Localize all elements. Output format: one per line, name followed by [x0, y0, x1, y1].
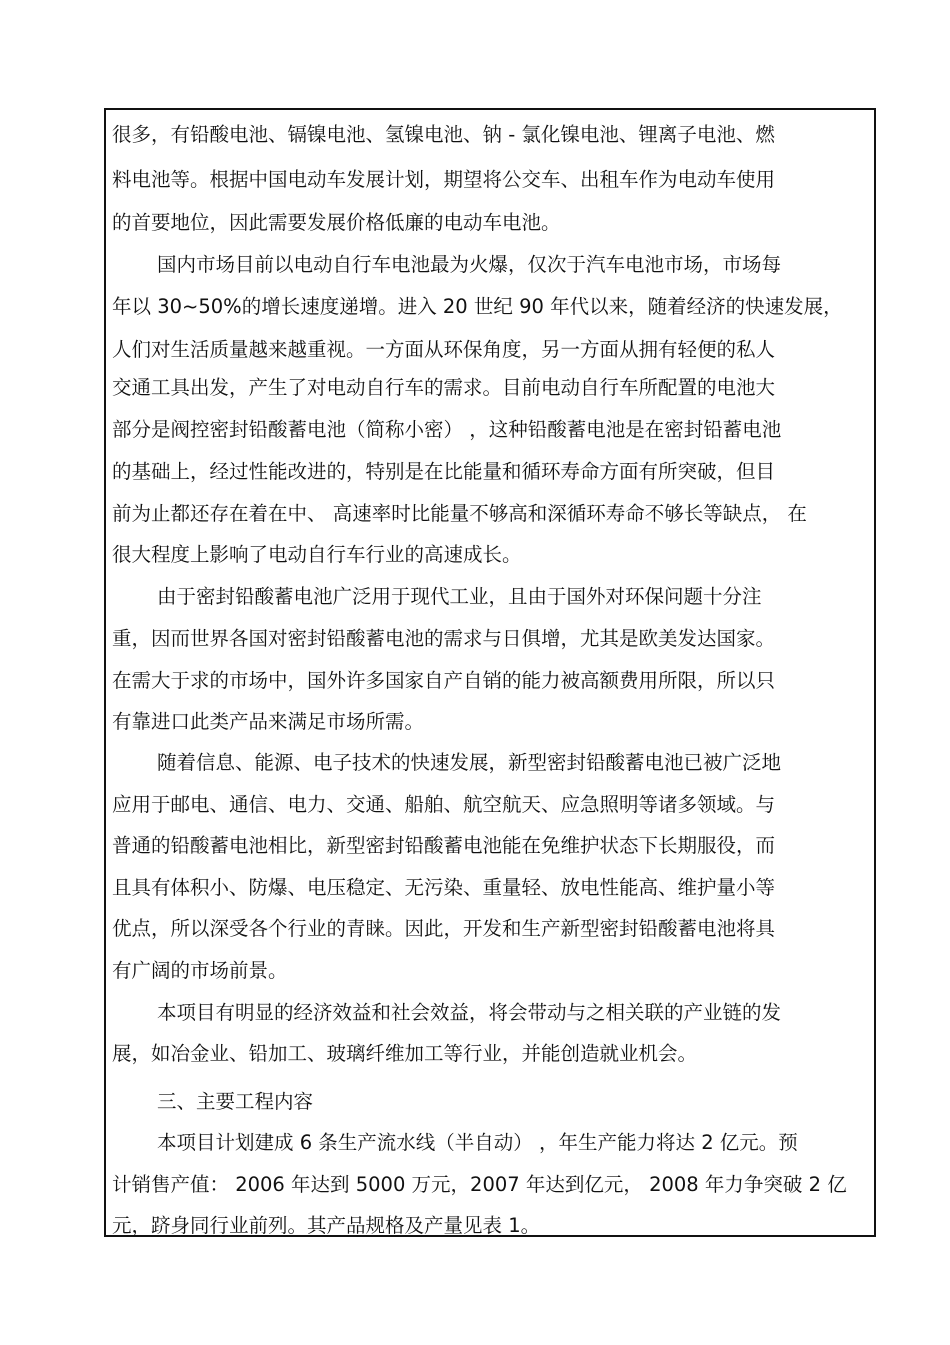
- text-line: 应用于邮电、通信、电力、交通、船舶、航空航天、应急照明等诸多领域。与: [112, 793, 776, 816]
- text-line: 的首要地位，因此需要发展价格低廉的电动车电池。: [112, 211, 561, 234]
- text-line: 本项目有明显的经济效益和社会效益，将会带动与之相关联的产业链的发: [157, 1001, 782, 1024]
- text-line: 且具有体积小、防爆、电压稳定、无污染、重量轻、放电性能高、维护量小等: [112, 876, 776, 899]
- text-line: 前为止都还存在着在中、 高速率时比能量不够高和深循环寿命不够长等缺点， 在: [112, 502, 807, 525]
- text-line: 展，如冶金业、铅加工、玻璃纤维加工等行业，并能创造就业机会。: [112, 1042, 698, 1065]
- text-line: 重，因而世界各国对密封铅酸蓄电池的需求与日俱增，尤其是欧美发达国家。: [112, 627, 776, 650]
- text-line: 部分是阀控密封铅酸蓄电池（简称小密） ，这种铅酸蓄电池是在密封铅蓄电池: [112, 418, 782, 441]
- text-line: 很多，有铅酸电池、镉镍电池、氢镍电池、钠 - 氯化镍电池、锂离子电池、燃: [112, 123, 775, 146]
- text-line: 有广阔的市场前景。: [112, 959, 288, 982]
- text-line: 很大程度上影响了电动自行车行业的高速成长。: [112, 543, 522, 566]
- text-line: 优点，所以深受各个行业的青睐。因此，开发和生产新型密封铅酸蓄电池将具: [112, 917, 776, 940]
- text-line: 人们对生活质量越来越重视。一方面从环保角度，另一方面从拥有轻便的私人: [112, 338, 776, 361]
- text-line: 的基础上，经过性能改进的，特别是在比能量和循环寿命方面有所突破，但目: [112, 460, 776, 483]
- text-line: 交通工具出发，产生了对电动自行车的需求。目前电动自行车所配置的电池大: [112, 376, 776, 399]
- text-line: 由于密封铅酸蓄电池广泛用于现代工业，且由于国外对环保问题十分注: [157, 585, 762, 608]
- text-line: 元，跻身同行业前列。其产品规格及产量见表 1。: [112, 1214, 541, 1237]
- text-line: 随着信息、能源、电子技术的快速发展，新型密封铅酸蓄电池已被广泛地: [157, 751, 782, 774]
- text-line: 本项目计划建成 6 条生产流水线（半自动） ，年生产能力将达 2 亿元。预: [157, 1131, 798, 1154]
- text-line: 国内市场目前以电动自行车电池最为火爆，仅次于汽车电池市场，市场每: [157, 253, 782, 276]
- text-line: 计销售产值： 2006 年达到 5000 万元，2007 年达到亿元， 2008 年力争突破 2 亿: [112, 1173, 847, 1196]
- section-heading: 三、主要工程内容: [157, 1090, 314, 1113]
- text-line: 有靠进口此类产品来满足市场所需。: [112, 710, 425, 733]
- text-line: 普通的铅酸蓄电池相比，新型密封铅酸蓄电池能在免维护状态下长期服役，而: [112, 834, 776, 857]
- text-line: 年以 30~50%的增长速度递增。进入 20 世纪 90 年代以来，随着经济的快速发展，: [112, 295, 843, 318]
- text-line: 在需大于求的市场中，国外许多国家自产自销的能力被高额费用所限，所以只: [112, 669, 776, 692]
- text-line: 料电池等。根据中国电动车发展计划，期望将公交车、出租车作为电动车使用: [112, 168, 776, 191]
